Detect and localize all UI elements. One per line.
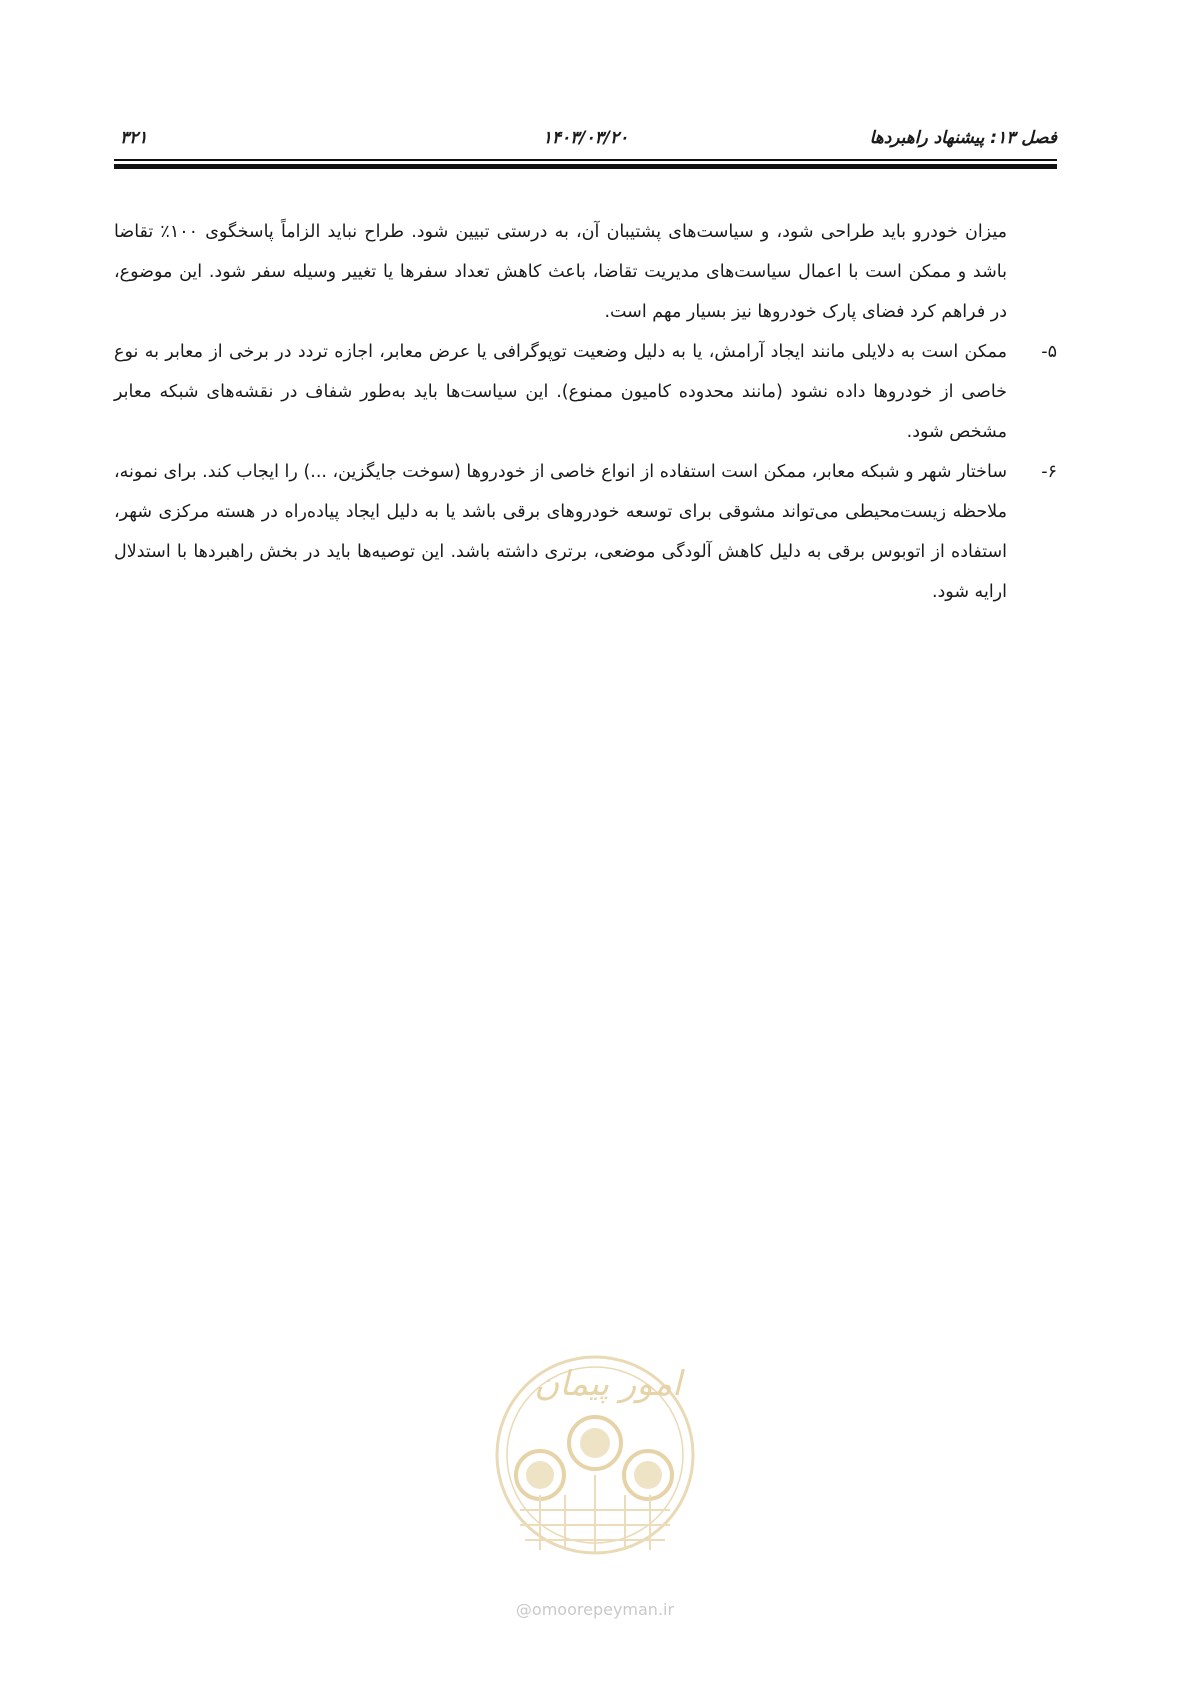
page-header [114,128,1057,150]
page-body [114,212,1057,612]
list-item-6 [114,452,1057,612]
continuation-paragraph: میزان خودرو باید طراحی شود، و سیاست‌های پشتیبان آن، به درستی تبیین شود. طراح نباید الزاماً پاسخگوی ۱۰۰٪ تقاضا باشد و ممکن است با اعمال سیاست‌های مدیریت تقاضا، باعث کاهش تعداد سفرها یا تغییر وسیله سفر شود. این موضوع، در فراهم کرد فضای پارک خودروها نیز بسیار مهم است. [114,222,1007,322]
header-rule-thin [114,159,1057,161]
list-item-5 [114,332,1057,452]
watermark-logo-text: امور پیمان [534,1364,682,1404]
chapter-title: فصل ۱۳: پیشنهاد راهبردها [869,128,1057,148]
page-number: ۳۲۱ [120,128,148,148]
list-item-text: ممکن است به دلایلی مانند ایجاد آرامش، یا به دلیل وضعیت توپوگرافی یا عرض معابر، اجازه تردد در برخی از معابر به نوع خاصی از خودروها داده نشود (مانند محدوده کامیون ممنوع). این سیاست‌ها باید به‌طور شفاف در نقشه‌های شبکه معابر مشخص شود. [114,342,1007,442]
header-rule-thick [114,164,1057,169]
list-item-number: ۵- [1041,342,1057,362]
watermark-site-text: @omoorepeyman.ir [515,1600,675,1619]
list-item-text: ساختار شهر و شبکه معابر، ممکن است استفاده از انواع خاصی از خودروها (سوخت جایگزین، ...) را ایجاب کند. برای نمونه، ملاحظه زیست‌محیطی می‌تواند مشوقی برای توسعه خودروهای برقی باشد یا به دلیل ایجاد پیاده‌راه در هسته مرکزی شهر، استفاده از اتوبوس برقی به دلیل کاهش آلودگی موضعی، برتری داشته باشد. این توصیه‌ها باید در بخش راهبردها با استدلال ارایه شود. [114,462,1007,602]
list-item-number: ۶- [1041,462,1057,482]
watermark-logo [490,1325,700,1595]
header-date: ۱۴۰۳/۰۳/۲۰ [542,128,629,148]
